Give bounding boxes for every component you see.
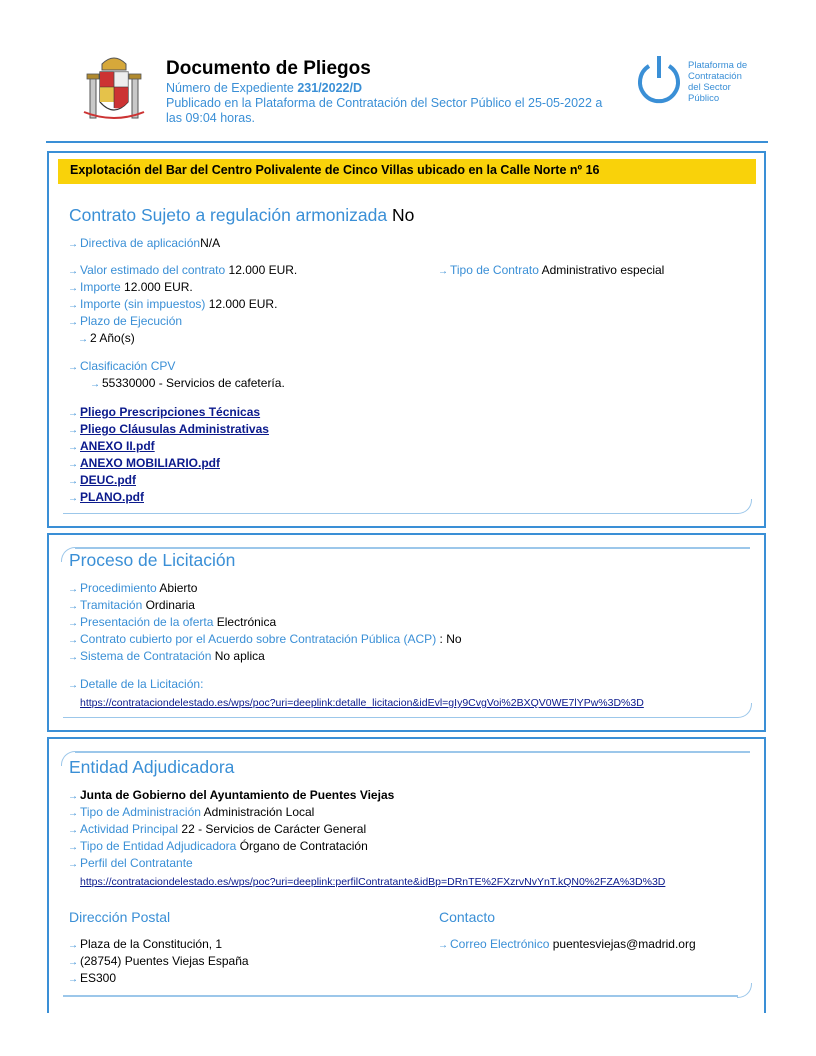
- arrow-icon: →: [438, 266, 448, 277]
- directiva-value: N/A: [200, 236, 221, 250]
- arrow-icon: →: [68, 940, 78, 951]
- arrow-icon: →: [438, 940, 448, 951]
- tipo-admin-label: Tipo de Administración: [80, 805, 201, 819]
- cpv-row: [68, 359, 175, 375]
- presentacion-value: Electrónica: [216, 615, 277, 629]
- document-link-row: [68, 473, 136, 489]
- published-line-2: las 09:04 horas.: [166, 111, 255, 125]
- arrow-icon: →: [68, 652, 78, 663]
- document-link-row: [68, 490, 144, 506]
- arrow-icon: →: [68, 601, 78, 612]
- detalle-url-row: [80, 695, 644, 711]
- document-link-row: [68, 456, 220, 472]
- sistema-value: No aplica: [214, 649, 265, 663]
- perfil-label: Perfil del Contratante: [80, 856, 193, 870]
- arrow-icon: →: [68, 317, 78, 328]
- tramitacion-row: [68, 598, 195, 614]
- plazo-value: 2 Año(s): [90, 331, 135, 345]
- arrow-icon: →: [68, 808, 78, 819]
- email-value[interactable]: puentesviejas@madrid.org: [552, 937, 696, 951]
- expediente-label: Número de Expediente: [166, 81, 294, 95]
- platform-logo-line: del Sector: [688, 82, 731, 93]
- document-link[interactable]: ANEXO MOBILIARIO.pdf: [80, 456, 220, 470]
- detalle-label: Detalle de la Licitación:: [80, 677, 204, 691]
- document-link-row: [68, 422, 269, 438]
- platform-power-logo-icon: [634, 54, 684, 106]
- directiva-label: Directiva de aplicación: [80, 236, 201, 250]
- arrow-icon: →: [90, 379, 100, 390]
- box-bottom-line: [63, 513, 738, 515]
- process-section-title: Proceso de Licitación: [69, 550, 236, 570]
- valor-label: Valor estimado del contrato: [80, 263, 226, 277]
- acp-row: [68, 632, 462, 648]
- box-bottom-line: [63, 717, 738, 719]
- document-link-row: [68, 439, 155, 455]
- perfil-row: [68, 856, 193, 872]
- procedimiento-label: Procedimiento: [80, 581, 157, 595]
- detalle-licitacion-link[interactable]: https://contrataciondelestado.es/wps/poc?uri=deeplink:detalle_licitacion&idEvl=gIy9CvgVoi%2BXQV0WE7lYPw%3D%3D: [80, 697, 644, 709]
- platform-logo-text: [688, 60, 768, 104]
- plazo-row: [68, 314, 182, 330]
- arrow-icon: →: [68, 974, 78, 985]
- arrow-icon: →: [68, 459, 78, 470]
- arrow-icon: →: [78, 334, 88, 345]
- platform-logo-line: Plataforma de: [688, 60, 748, 71]
- arrow-icon: →: [68, 300, 78, 311]
- perfil-contratante-link[interactable]: https://contrataciondelestado.es/wps/poc?uri=deeplink:perfilContratante&idBp=DRnTE%2FXzrvNvYnT.kQN0%2FZA%3D%3D: [80, 876, 666, 888]
- entity-name-row: [68, 788, 394, 804]
- importe-value: 12.000 EUR.: [124, 280, 193, 294]
- arrow-icon: →: [68, 442, 78, 453]
- document-link[interactable]: ANEXO II.pdf: [80, 439, 155, 453]
- importe-row: [68, 280, 193, 296]
- valor-row: [68, 263, 297, 279]
- actividad-value: 22 - Servicios de Carácter General: [181, 822, 367, 836]
- presentacion-row: [68, 615, 276, 631]
- tipo-entidad-value: Órgano de Contratación: [239, 839, 368, 853]
- box-bottom-line: [63, 995, 738, 997]
- arrow-icon: →: [68, 408, 78, 419]
- contract-title-label: Contrato Sujeto a regulación armonizada: [69, 205, 388, 225]
- arrow-icon: →: [68, 584, 78, 595]
- cpv-value: 55330000 - Servicios de cafetería.: [102, 376, 285, 390]
- perfil-url-row: [80, 874, 665, 890]
- arrow-icon: →: [68, 635, 78, 646]
- arrow-icon: →: [68, 362, 78, 373]
- expediente-value: 231/2022/D: [297, 81, 362, 95]
- arrow-icon: →: [68, 859, 78, 870]
- entity-name: Junta de Gobierno del Ayuntamiento de Puentes Viejas: [80, 788, 395, 802]
- tramitacion-value: Ordinaria: [145, 598, 195, 612]
- arrow-icon: →: [68, 283, 78, 294]
- header-divider: [46, 141, 768, 143]
- plazo-value-row: [78, 331, 135, 347]
- valor-value: 12.000 EUR.: [228, 263, 298, 277]
- arrow-icon: →: [68, 618, 78, 629]
- plazo-label: Plazo de Ejecución: [80, 314, 183, 328]
- address-text: Plaza de la Constitución, 1: [80, 937, 223, 951]
- email-label: Correo Electrónico: [450, 937, 550, 951]
- detalle-row: [68, 677, 203, 693]
- importe-sin-row: [68, 297, 277, 313]
- procedimiento-value: Abierto: [159, 581, 198, 595]
- published-line-1: Publicado en la Plataforma de Contratación del Sector Público el 25-05-2022 a: [166, 96, 603, 110]
- actividad-label: Actividad Principal: [80, 822, 179, 836]
- sistema-label: Sistema de Contratación: [80, 649, 212, 663]
- address-text: (28754) Puentes Viejas España: [80, 954, 249, 968]
- arrow-icon: →: [68, 957, 78, 968]
- tipo-contrato-value: Administrativo especial: [541, 263, 665, 277]
- directiva-row: [68, 236, 220, 252]
- sistema-row: [68, 649, 265, 665]
- email-row: [438, 937, 696, 953]
- arrow-icon: →: [68, 425, 78, 436]
- platform-logo-line: Público: [688, 93, 720, 104]
- tipo-entidad-label: Tipo de Entidad Adjudicadora: [80, 839, 237, 853]
- tipo-contrato-label: Tipo de Contrato: [450, 263, 539, 277]
- document-link[interactable]: Pliego Prescripciones Técnicas: [80, 405, 261, 419]
- contact-title: Contacto: [439, 909, 496, 925]
- importe-sin-label: Importe (sin impuestos): [80, 297, 206, 311]
- document-link[interactable]: PLANO.pdf: [80, 490, 144, 504]
- document-title: Documento de Pliegos: [166, 58, 371, 79]
- arrow-icon: →: [68, 476, 78, 487]
- address-line: [68, 937, 222, 953]
- actividad-row: [68, 822, 366, 838]
- address-line: [68, 971, 116, 987]
- arrow-icon: →: [68, 266, 78, 277]
- box-top-line: [75, 751, 750, 753]
- tramitacion-label: Tramitación: [80, 598, 143, 612]
- arrow-icon: →: [68, 239, 78, 250]
- importe-label: Importe: [80, 280, 121, 294]
- importe-sin-value: 12.000 EUR.: [208, 297, 278, 311]
- arrow-icon: →: [68, 791, 78, 802]
- document-link[interactable]: Pliego Cláusulas Administrativas: [80, 422, 269, 436]
- address-text: ES300: [80, 971, 117, 985]
- arrow-icon: →: [68, 842, 78, 853]
- address-title: Dirección Postal: [69, 909, 171, 925]
- arrow-icon: →: [68, 680, 78, 691]
- contract-title-value: No: [392, 205, 415, 225]
- tipo-contrato-row: [438, 263, 664, 279]
- document-link-row: [68, 405, 260, 421]
- address-line: [68, 954, 249, 970]
- box-corner-decoration: [737, 703, 752, 718]
- expediente-line: [166, 81, 362, 96]
- spain-coat-of-arms-icon: [76, 52, 152, 128]
- box-corner-decoration: [737, 983, 752, 998]
- arrow-icon: →: [68, 825, 78, 836]
- contract-section-title: [69, 205, 414, 226]
- entity-section-title: Entidad Adjudicadora: [69, 757, 235, 777]
- procedimiento-row: [68, 581, 197, 597]
- document-link[interactable]: DEUC.pdf: [80, 473, 136, 487]
- presentacion-label: Presentación de la oferta: [80, 615, 214, 629]
- tipo-admin-value: Administración Local: [203, 805, 315, 819]
- cpv-label: Clasificación CPV: [80, 359, 176, 373]
- contract-banner-text: Explotación del Bar del Centro Polivalente de Cinco Villas ubicado en la Calle Norte nº 16: [70, 163, 600, 177]
- tipo-entidad-row: [68, 839, 368, 855]
- platform-logo-line: Contratación: [688, 71, 742, 82]
- box-corner-decoration: [737, 499, 752, 514]
- box-top-line: [75, 547, 750, 549]
- acp-label: Contrato cubierto por el Acuerdo sobre Contratación Pública (ACP): [80, 632, 437, 646]
- cpv-value-row: [90, 376, 285, 392]
- arrow-icon: →: [68, 493, 78, 504]
- acp-value: : No: [439, 632, 462, 646]
- tipo-admin-row: [68, 805, 314, 821]
